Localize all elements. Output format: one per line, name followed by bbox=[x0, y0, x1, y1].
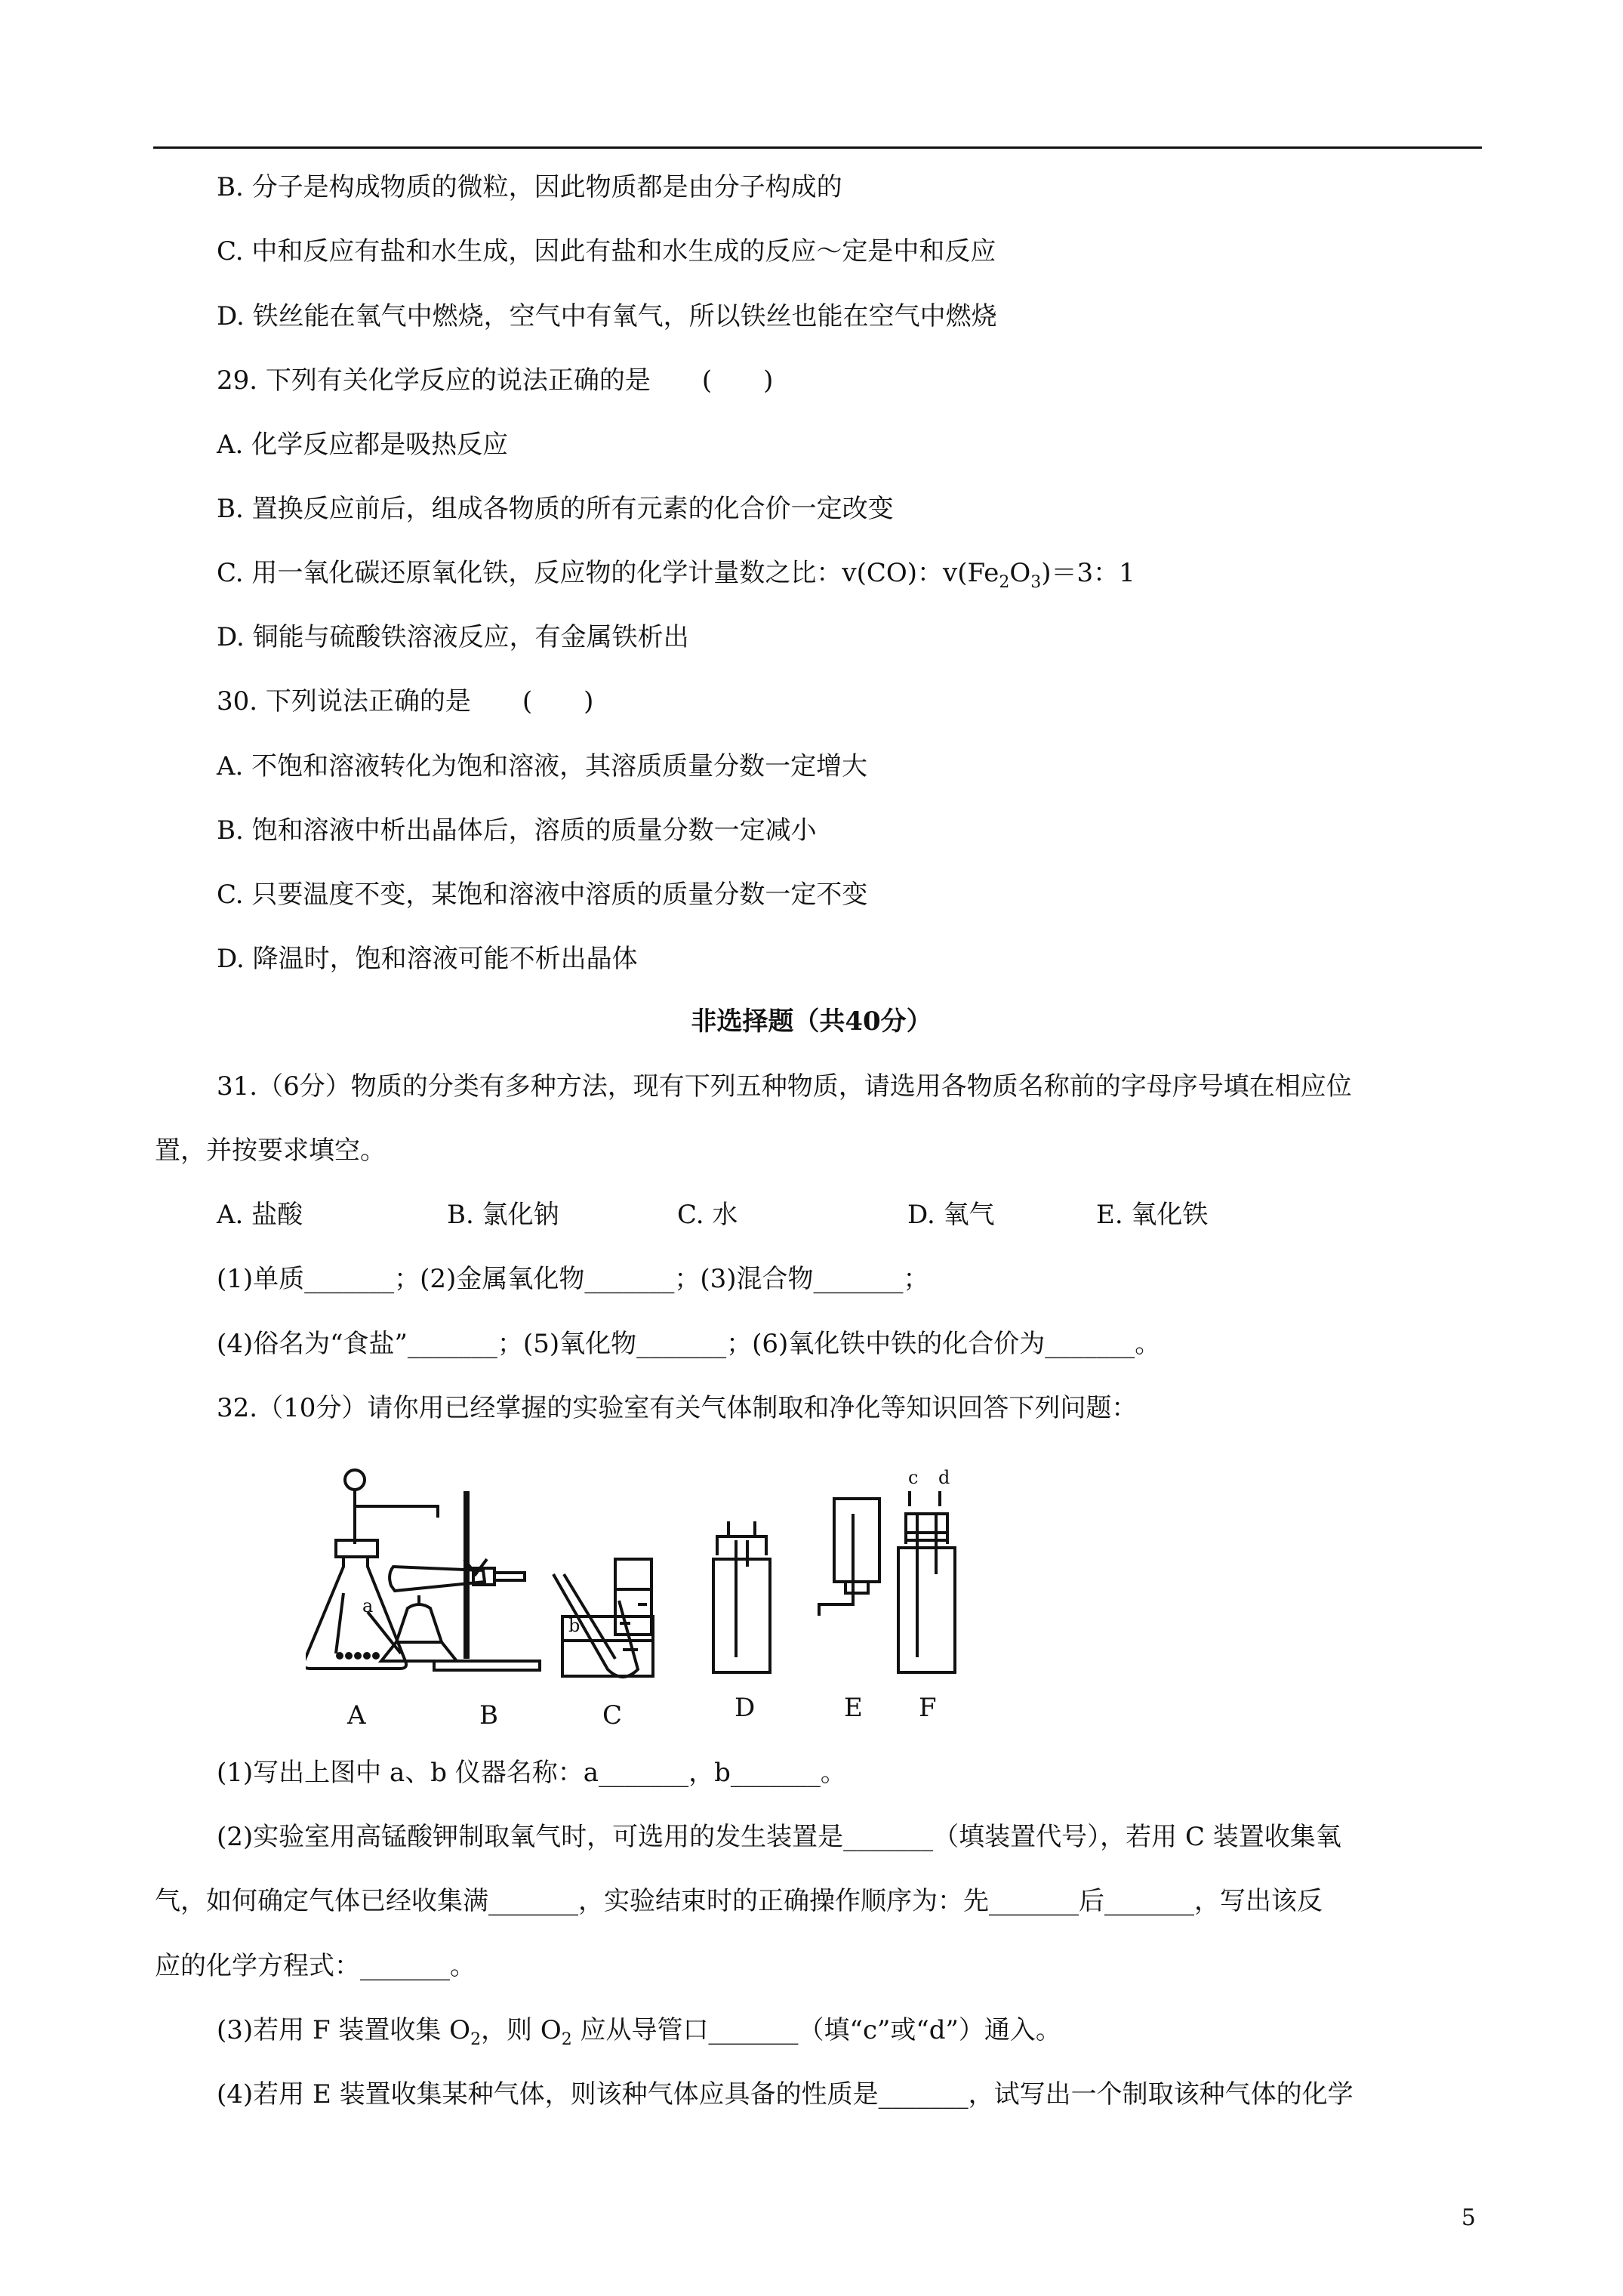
q30-option-c: C. 只要温度不变，某饱和溶液中溶质的质量分数一定不变 bbox=[217, 880, 868, 910]
q31-stem-line2: 置，并按要求填空。 bbox=[155, 1136, 386, 1166]
apparatus-a bbox=[306, 1470, 438, 1669]
apparatus-d bbox=[713, 1521, 770, 1672]
fig-label-d: D bbox=[735, 1693, 756, 1723]
section-heading: 非选择题（共40分） bbox=[691, 1006, 932, 1037]
q30-option-d: D. 降温时，饱和溶液可能不析出晶体 bbox=[217, 944, 638, 974]
q32-part4: (4)若用 E 装置收集某种气体，则该种气体应具备的性质是_______，试写出一个制取该种气体的化学 bbox=[217, 2079, 1354, 2110]
q31-option-e: E. 氧化铁 bbox=[1096, 1200, 1209, 1230]
page-number: 5 bbox=[1461, 2205, 1476, 2231]
q32-part2-line1: (2)实验室用高锰酸钾制取氧气时，可选用的发生装置是_______（填装置代号），若用 C 装置收集氧 bbox=[217, 1822, 1341, 1852]
fig-label-c: C bbox=[602, 1700, 623, 1730]
q28-option-c: C. 中和反应有盐和水生成，因此有盐和水生成的反应～定是中和反应 bbox=[217, 236, 996, 267]
port-d-label: d bbox=[938, 1467, 950, 1488]
q30-option-a: A. 不饱和溶液转化为饱和溶液，其溶质质量分数一定增大 bbox=[217, 751, 868, 781]
q30-option-b: B. 饱和溶液中析出晶体后，溶质的质量分数一定减小 bbox=[217, 815, 817, 846]
q31-option-c: C. 水 bbox=[677, 1200, 738, 1230]
q32-part1: (1)写出上图中 a、b 仪器名称：a_______，b_______。 bbox=[217, 1758, 846, 1788]
q28-option-b: B. 分子是构成物质的微粒，因此物质都是由分子构成的 bbox=[217, 172, 842, 202]
part-b-label: b bbox=[568, 1615, 581, 1636]
fig-label-e: E bbox=[844, 1693, 863, 1723]
header-rule bbox=[153, 146, 1482, 149]
q29-stem: 29. 下列有关化学反应的说法正确的是 ( ) bbox=[217, 365, 774, 396]
apparatus-f bbox=[898, 1491, 955, 1672]
q31-option-a: A. 盐酸 bbox=[217, 1200, 303, 1230]
q31-blanks-1: (1)单质_______；(2)金属氧化物_______；(3)混合物_______； bbox=[217, 1264, 929, 1294]
apparatus-figure bbox=[306, 1461, 1347, 1737]
fig-label-b: B bbox=[479, 1700, 498, 1730]
q29-option-c: C. 用一氧化碳还原氧化铁，反应物的化学计量数之比：v(CO)：$v(Fe_2O_3)=3$：1 bbox=[217, 558, 1135, 592]
fig-label-f: F bbox=[919, 1693, 937, 1723]
part-a-label: a bbox=[362, 1595, 374, 1616]
apparatus-e bbox=[819, 1499, 879, 1616]
q31-blanks-2: (4)俗名为“食盐”_______；(5)氧化物_______；(6)氧化铁中铁的化合价为_______。 bbox=[217, 1329, 1161, 1359]
q29-option-b: B. 置换反应前后，组成各物质的所有元素的化合价一定改变 bbox=[217, 494, 894, 524]
q32-part2-line2: 气，如何确定气体已经收集满_______，实验结束时的正确操作顺序为：先_______后_______，写出该反 bbox=[155, 1886, 1323, 1916]
q32-part2-line3: 应的化学方程式：_______。 bbox=[155, 1951, 476, 1981]
q31-option-d: D. 氧气 bbox=[907, 1200, 995, 1230]
q31-options bbox=[217, 1197, 1208, 1233]
q32-stem: 32.（10分）请你用已经掌握的实验室有关气体制取和净化等知识回答下列问题： bbox=[217, 1393, 1138, 1423]
q30-stem: 30. 下列说法正确的是 ( ) bbox=[217, 686, 594, 717]
q31-option-b: B. 氯化钠 bbox=[447, 1200, 559, 1230]
q29-option-a: A. 化学反应都是吸热反应 bbox=[217, 430, 509, 460]
port-c-label: c bbox=[908, 1467, 919, 1488]
q32-part3: (3)若用 F 装置收集 $O_2$，则 $O_2$ 应从导管口_______（填“c”或“d”）通入。 bbox=[217, 2015, 1061, 2049]
fig-label-a: A bbox=[347, 1700, 366, 1730]
q31-stem-line1: 31.（6分）物质的分类有多种方法，现有下列五种物质，请选用各物质名称前的字母序号填在相应位 bbox=[217, 1071, 1352, 1102]
q28-option-d: D. 铁丝能在氧气中燃烧，空气中有氧气，所以铁丝也能在空气中燃烧 bbox=[217, 301, 997, 331]
apparatus-b bbox=[368, 1491, 540, 1670]
q29-option-d: D. 铜能与硫酸铁溶液反应，有金属铁析出 bbox=[217, 622, 689, 652]
